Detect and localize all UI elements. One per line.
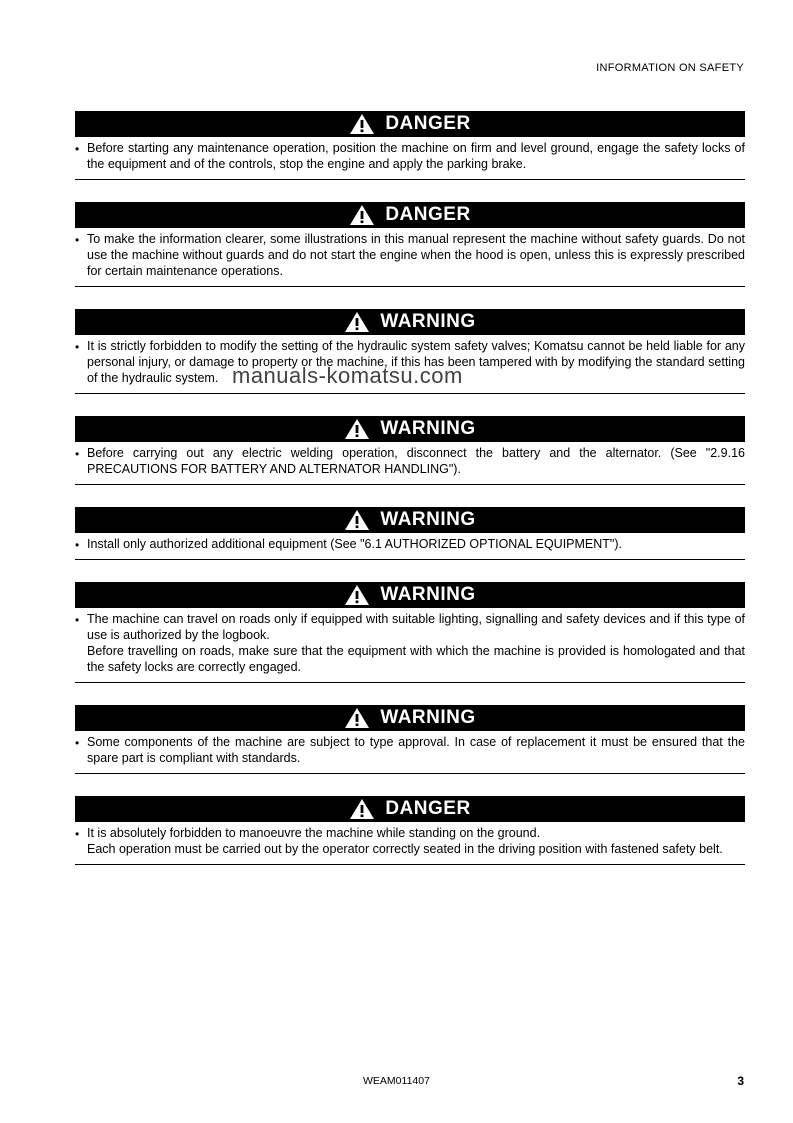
bullet: •: [75, 142, 80, 156]
bullet: •: [75, 613, 80, 627]
notice-text: Each operation must be carried out by the operator correctly seated in the driving position with fastened safety belt.: [87, 842, 723, 856]
notice-body: [75, 822, 745, 864]
notice-bar: [75, 309, 745, 335]
bullet: •: [75, 736, 80, 750]
notice-bar: [75, 111, 745, 137]
notice-danger: [75, 202, 745, 287]
notice-body: [75, 137, 745, 179]
page-number: 3: [737, 1074, 744, 1088]
notice-title: DANGER: [385, 113, 471, 134]
notice-body: [75, 533, 745, 559]
notice-danger: [75, 111, 745, 180]
notice-warning: [75, 705, 745, 774]
notice-text: Before starting any maintenance operation, position the machine on firm and level ground, engage the safety locks of the equipment and of the controls, stop the engine and apply the parking brake.: [87, 141, 745, 171]
notice-bar: [75, 202, 745, 228]
notice-text: To make the information clearer, some illustrations in this manual represent the machine without safety guards. Do not use the machine without guards and do not start the engine when the hood is open, unless this is expressly prescribed for certain maintenance operations.: [87, 232, 745, 278]
warning-triangle-icon: [349, 113, 375, 135]
notice-text: Before carrying out any electric welding operation, disconnect the battery and the alternator. (See "2.9.16 PRECAUTIONS FOR BATTERY AND ALTERNATOR HANDLING").: [87, 446, 745, 476]
notice-title: WARNING: [380, 509, 476, 530]
document-code: WEAM011407: [363, 1075, 430, 1087]
bullet: •: [75, 340, 80, 354]
bullet: •: [75, 233, 80, 247]
warning-triangle-icon: [349, 204, 375, 226]
notice-body: [75, 228, 745, 286]
notice-text: Some components of the machine are subject to type approval. In case of replacement it must be ensured that the spare part is compliant with standards.: [87, 735, 745, 765]
notice-title: WARNING: [380, 418, 476, 439]
warning-triangle-icon: [349, 798, 375, 820]
notice-title: WARNING: [380, 311, 476, 332]
notice-warning: [75, 582, 745, 683]
bullet: •: [75, 538, 80, 552]
notice-title: WARNING: [380, 707, 476, 728]
warning-triangle-icon: [344, 584, 370, 606]
notice-text: It is strictly forbidden to modify the setting of the hydraulic system safety valves; Komatsu cannot be held liable for any personal injury, or damage to property or the machine, if this has been tampered with by modifying the standard setting of the hydraulic system.: [87, 339, 745, 385]
warning-triangle-icon: [344, 311, 370, 333]
watermark: manuals-komatsu.com: [232, 363, 463, 388]
notice-bar: [75, 796, 745, 822]
notice-warning: [75, 416, 745, 485]
notice-warning: [75, 507, 745, 560]
notice-bar: [75, 416, 745, 442]
notice-title: WARNING: [380, 584, 476, 605]
notice-text: The machine can travel on roads only if equipped with suitable lighting, signalling and safety devices and if this type of use is authorized by the logbook.: [87, 612, 745, 642]
notice-body: [75, 731, 745, 773]
notice-title: DANGER: [385, 204, 471, 225]
notice-bar: [75, 705, 745, 731]
notices-list: [75, 111, 745, 887]
notice-bar: [75, 507, 745, 533]
notice-body: [75, 442, 745, 484]
notice-text: Install only authorized additional equipment (See "6.1 AUTHORIZED OPTIONAL EQUIPMENT").: [87, 537, 623, 551]
bullet: •: [75, 447, 80, 461]
section-title: INFORMATION ON SAFETY: [596, 62, 744, 74]
warning-triangle-icon: [344, 418, 370, 440]
notice-body: [75, 608, 745, 682]
bullet: •: [75, 827, 80, 841]
notice-bar: [75, 582, 745, 608]
warning-triangle-icon: [344, 707, 370, 729]
notice-text: It is absolutely forbidden to manoeuvre the machine while standing on the ground.: [87, 826, 541, 840]
notice-title: DANGER: [385, 798, 471, 819]
notice-text: Before travelling on roads, make sure that the equipment with which the machine is provided is homologated and that the safety locks are correctly engaged.: [87, 644, 745, 674]
notice-danger: [75, 796, 745, 865]
warning-triangle-icon: [344, 509, 370, 531]
